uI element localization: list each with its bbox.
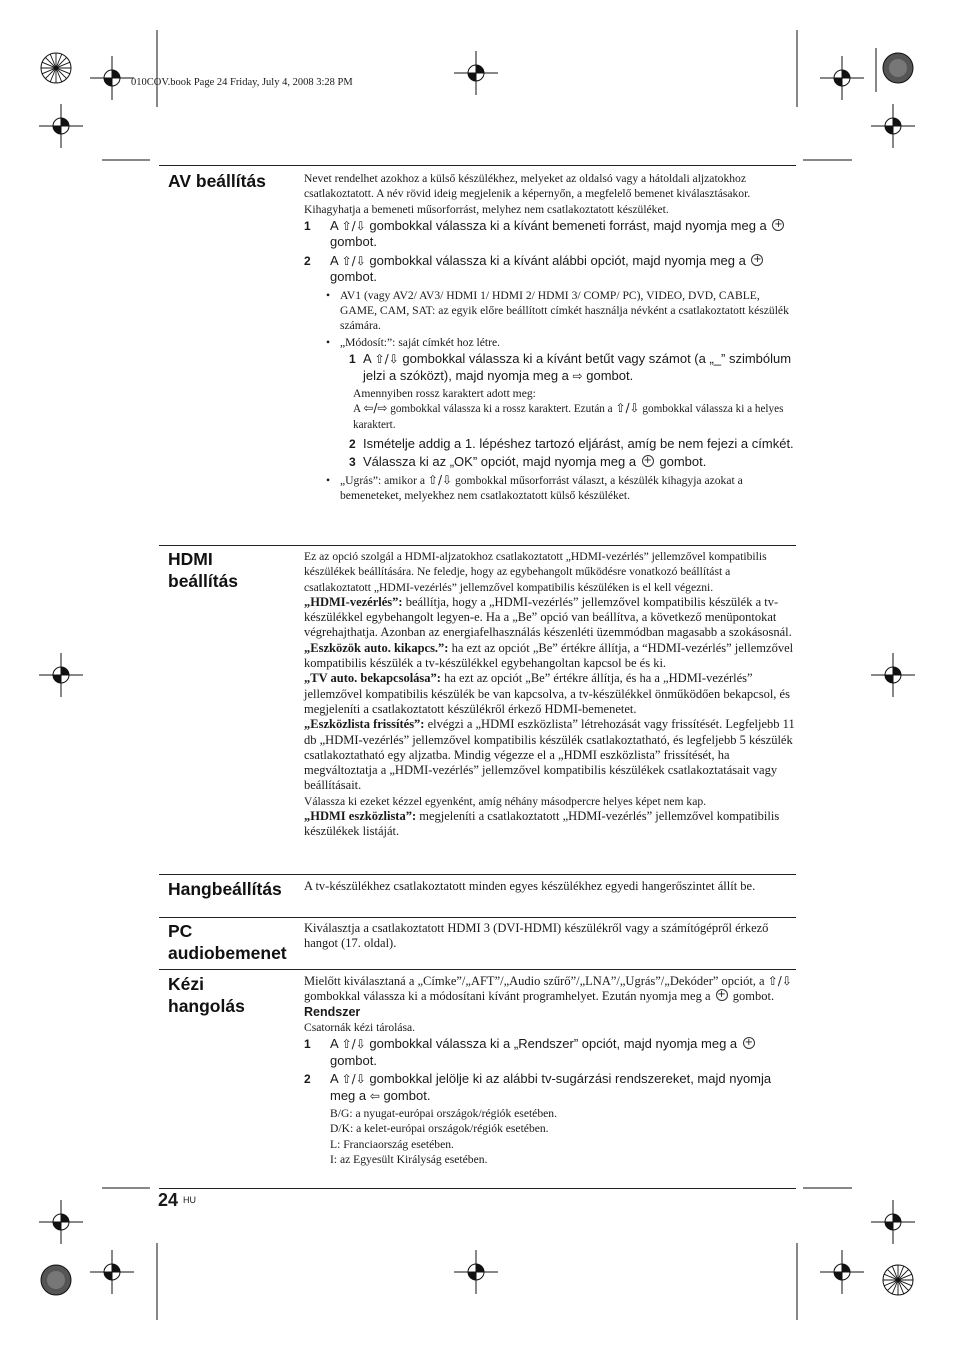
section-hdmi — [304, 549, 796, 840]
hdmi-list-refresh: „Eszközlista frissítés”: elvégzi a „HDMI eszközlista” létrehozását vagy frissítését. Legfeljebb 11 db „HDMI-vezérlés” jellemzővel kompatibilis készülék csatlakoztatható, és legfeljebb 5 készülék csatlakoztatható egy aljzatba. Mindig végezze el a „HDMI eszközlista” frissítését, ha megváltoztatja a „HDMI-vezérlés” jellemzővel kompatibilis készülékek csatlakoztatásait vagy beállításait. — [304, 717, 795, 793]
rendszer-label: Rendszer — [304, 1004, 361, 1019]
up-down-arrows-icon: ⇧/⇩ — [341, 1037, 366, 1052]
section-manual-tuning — [304, 974, 796, 1167]
divider — [159, 969, 796, 970]
list-item: I: az Egyesült Királyság esetében. — [330, 1153, 488, 1167]
av-substep-1: 1 A ⇧/⇩ gombokkal válassza ki a kívánt betűt vagy számot (a „_” szimbólum jelzi a szóközt), majd nyomja meg a ⇨ gombot. — [349, 351, 792, 383]
left-arrow-icon: ⇦ — [369, 1088, 380, 1103]
up-down-arrows-icon: ⇧/⇩ — [341, 253, 366, 268]
hdmi-device-list: „HDMI eszközlista”: megjeleníti a csatlakoztatott „HDMI-vezérlés” jellemzővel kompatibilis készülékek listáját. — [304, 809, 780, 839]
av-step-2: 2 A ⇧/⇩ gombokkal válassza ki a kívánt alábbi opciót, majd nyomja meg a + gombot. — [304, 253, 796, 286]
hdmi-auto-off: „Eszközök auto. kikapcs.”: ha ezt az opciót „Be” értékre állítja, a “HDMI-vezérlés” jellemzővel kompatibilis készülék a tv-készülékkel egybehangoltan kapcsol be és ki. — [304, 640, 794, 671]
av-bullet-2: • „Módosít:”: saját címkét hoz létre. — [326, 335, 501, 349]
up-down-arrows-icon: ⇧/⇩ — [341, 218, 366, 233]
hdmi-intro: Ez az opció szolgál a HDMI-aljzatokhoz csatlakoztatott „HDMI-vezérlés” jellemzővel kompatibilis készülékek beállítására. Ne feledje, hogy az egybehangolt működésre vonatkozó beállítást a csatlakoztatott „HDMI-vezérlés” jellemzővel kompatibilis készüléken is el kell végezni. — [304, 550, 767, 594]
page-language: HU — [183, 1195, 196, 1205]
right-arrow-icon: ⇨ — [572, 368, 583, 383]
hdmi-control: „HDMI-vezérlés”: beállítja, hogy a „HDMI-vezérlés” jellemzővel kompatibilis készülék a tv-készülékkel egybehangolt legyen-e. Ha a „Be” opció van beállítva, a következő menüpontokat végrehajthatja. Azonban az energiafelhasználás készenléti üzemmódban magasabb a szokásosnál. — [304, 594, 792, 640]
manual-step-1: 1 A ⇧/⇩ gombokkal válassza ki a „Rendszer” opciót, majd nyomja meg a + gombot. — [304, 1036, 796, 1069]
section-heading-av: AV beállítás — [168, 171, 266, 191]
left-right-arrows-icon: ⇦/⇨ — [363, 401, 388, 416]
hdmi-note: Válassza ki ezeket kézzel egyenként, amíg néhány másodpercre helyes képet nem kap. — [304, 794, 707, 808]
system-list — [330, 1106, 796, 1167]
enter-button-icon — [772, 219, 784, 231]
av-note-title: Amennyiben rossz karaktert adott meg: — [353, 387, 536, 401]
av-intro: Nevet rendelhet azokhoz a külső készülékhez, melyeket az oldalsó vagy a hátoldali aljzatokhoz csatlakoztatott. A név rövid ideig megjelenik a képernyőn, a megfelelő bemenet kiválasztásakor. Kihagyhatja a bemeneti műsorforrást, melyhez nem csatlakoztatott készüléket. — [304, 172, 751, 216]
up-down-arrows-icon: ⇧/⇩ — [767, 974, 792, 988]
rendszer-desc: Csatornák kézi tárolása. — [304, 1020, 416, 1034]
list-item: D/K: a kelet-európai országok/régiók esetében. — [330, 1122, 549, 1136]
section-volume: A tv-készülékhez csatlakoztatott minden egyes készülékhez egyedi hangerőszintet állít be. — [304, 879, 756, 893]
manual-step-2: 2 A ⇧/⇩ gombokkal jelölje ki az alábbi tv-sugárzási rendszereket, majd nyomja meg a ⇦ gombot. — [304, 1071, 772, 1103]
section-av — [304, 171, 796, 504]
enter-button-icon — [642, 455, 654, 467]
section-heading-volume: Hangbeállítás — [168, 879, 282, 899]
divider — [159, 545, 796, 546]
section-heading-pc-audio: PC audiobemenet — [168, 921, 287, 963]
av-substep-3: 3 Válassza ki az „OK” opciót, majd nyomja meg a + gombot. — [349, 454, 796, 471]
av-bullet-3: • „Ugrás”: amikor a ⇧/⇩ gombokkal műsorforrást választ, a készülék kihagyja azokat a bemeneteket, melyekhez nem csatlakoztatott külső készüléket. — [326, 472, 743, 503]
enter-button-icon — [743, 1037, 755, 1049]
divider — [159, 1188, 796, 1189]
list-item: L: Franciaország esetében. — [330, 1137, 454, 1151]
enter-button-icon — [751, 254, 763, 266]
up-down-arrows-icon: ⇧/⇩ — [374, 352, 399, 367]
manual-intro: Mielőtt kiválasztaná a „Címke”/„AFT”/„Audio szűrő”/„LNA”/„Ugrás”/„Dekóder” opciót, a ⇧/⇩ gombokkal válassza ki a módosítani kívánt programhelyet. Ezután nyomja meg a + gombot. — [304, 974, 796, 1005]
av-step-1: 1 A ⇧/⇩ gombokkal válassza ki a kívánt bemeneti forrást, majd nyomja meg a + gombot. — [304, 218, 796, 251]
section-heading-manual-tuning: Kézi hangolás — [168, 974, 245, 1016]
av-bullet-1: • AV1 (vagy AV2/ AV3/ HDMI 1/ HDMI 2/ HDMI 3/ COMP/ PC), VIDEO, DVD, CABLE, GAME, CAM, SAT: az egyik előre beállított címkét használja névként a csatlakoztatott készülék számára. — [326, 288, 789, 333]
section-pc-audio: Kiválasztja a csatlakoztatott HDMI 3 (DVI-HDMI) készülékről vagy a számítógépről érkező hangot (17. oldal). — [304, 921, 769, 951]
enter-button-icon — [716, 989, 728, 1001]
divider — [159, 917, 796, 918]
up-down-arrows-icon: ⇧/⇩ — [615, 401, 640, 416]
up-down-arrows-icon: ⇧/⇩ — [427, 472, 453, 487]
divider — [159, 165, 796, 166]
divider — [159, 874, 796, 875]
print-header: 010COV.book Page 24 Friday, July 4, 2008 3:28 PM — [131, 77, 353, 88]
av-note: A ⇦/⇨ gombokkal válassza ki a rossz karaktert. Ezután a ⇧/⇩ gombokkal válassza ki a helyes karaktert. — [353, 401, 784, 431]
page-number: 24 — [158, 1190, 179, 1210]
list-item: B/G: a nyugat-európai országok/régiók esetében. — [330, 1107, 557, 1121]
up-down-arrows-icon: ⇧/⇩ — [341, 1072, 366, 1087]
section-heading-hdmi: HDMI beállítás — [168, 549, 239, 591]
hdmi-tv-auto-on: „TV auto. bekapcsolása”: ha ezt az opciót „Be” értékre állítja, és ha a „HDMI-vezérlés” jellemzővel kompatibilis készülék be van kapcsolva, a tv-készülékkel önműködően bekapcsol, és megjeleníti a csatlakoztatott készülékről érkező HDMI-bemenetet. — [304, 671, 790, 716]
av-substep-2: 2 Ismételje addig a 1. lépéshez tartozó eljárást, amíg be nem fejezi a címkét. — [349, 435, 794, 451]
